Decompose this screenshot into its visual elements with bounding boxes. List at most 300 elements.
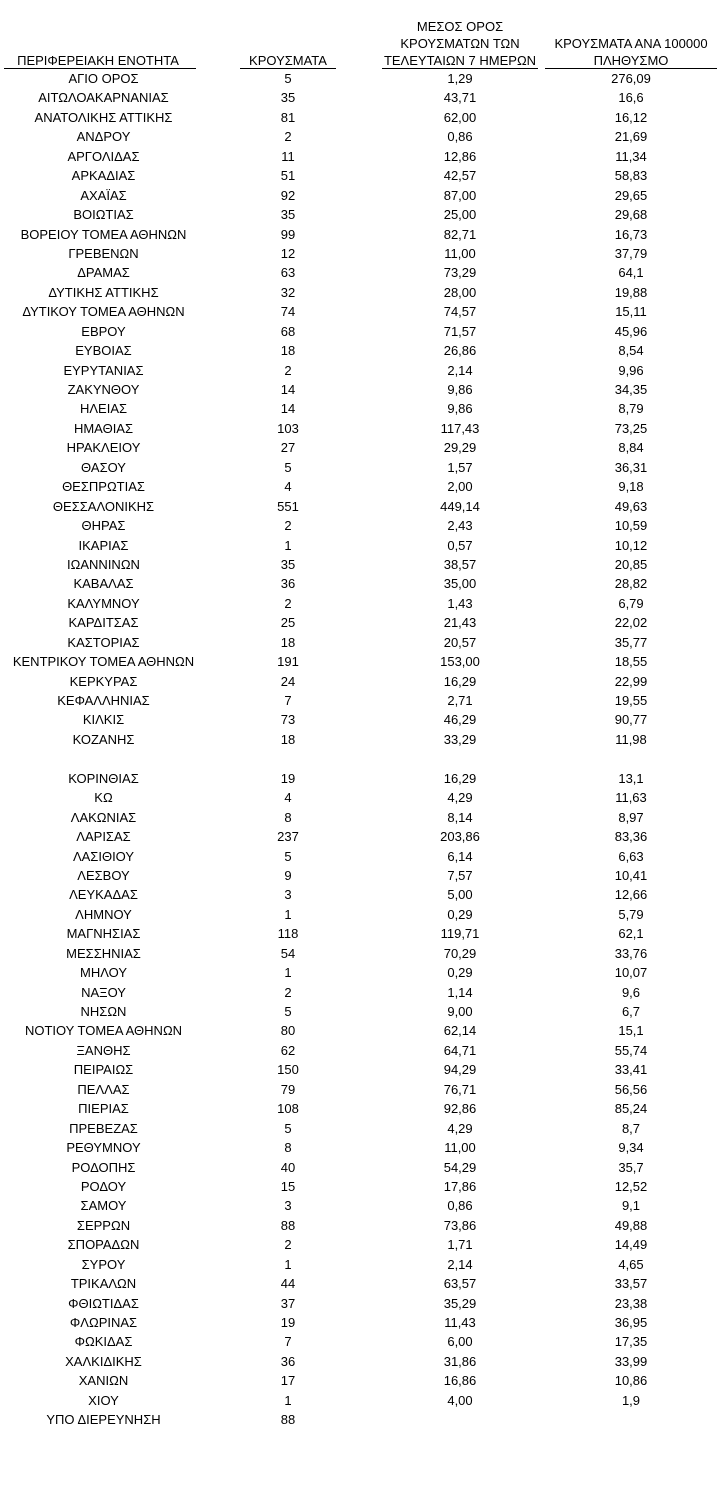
cases-cell: 18 bbox=[280, 343, 296, 359]
per100k-cell: 8,7 bbox=[621, 1120, 641, 1136]
per100k-cell: 56,56 bbox=[614, 1081, 648, 1097]
average-cell: 2,14 bbox=[447, 362, 473, 378]
cases-cell: 8 bbox=[284, 1140, 292, 1156]
average-cell: 2,43 bbox=[447, 518, 473, 534]
per100k-cell: 8,54 bbox=[618, 343, 644, 359]
table-row bbox=[0, 963, 717, 982]
table-row bbox=[0, 983, 717, 1002]
cases-cell: 44 bbox=[280, 1276, 296, 1292]
per100k-cell: 19,88 bbox=[614, 284, 648, 300]
per100k-cell: 10,86 bbox=[614, 1373, 648, 1389]
region-cell: ΘΑΣΟΥ bbox=[81, 459, 126, 475]
average-cell: 54,29 bbox=[443, 1159, 477, 1175]
region-cell: ΝΟΤΙΟΥ ΤΟΜΕΑ ΑΘΗΝΩΝ bbox=[24, 1023, 183, 1039]
per100k-cell: 9,6 bbox=[621, 984, 641, 1000]
per100k-cell: 11,63 bbox=[615, 790, 647, 806]
average-cell: 21,43 bbox=[443, 615, 477, 631]
table-row bbox=[0, 302, 717, 321]
per100k-cell: 33,76 bbox=[614, 945, 648, 961]
region-cell: ΣΥΡΟΥ bbox=[81, 1256, 126, 1272]
average-cell: 0,86 bbox=[447, 129, 473, 145]
cases-cell: 32 bbox=[280, 284, 296, 300]
per100k-cell: 11,98 bbox=[615, 731, 647, 747]
region-cell: ΛΗΜΝΟΥ bbox=[75, 906, 132, 922]
cases-cell: 19 bbox=[280, 1315, 296, 1330]
per100k-cell: 62,1 bbox=[618, 926, 644, 942]
table-row bbox=[0, 1080, 717, 1099]
region-cell: ΝΗΣΩΝ bbox=[80, 1004, 127, 1019]
table-row bbox=[0, 283, 717, 302]
cases-cell: 2 bbox=[284, 1237, 292, 1253]
cases-cell: 2 bbox=[284, 595, 292, 611]
table-row bbox=[0, 1138, 717, 1157]
average-cell: 25,00 bbox=[443, 207, 477, 223]
region-cell: ΣΠΟΡΑΔΩΝ bbox=[67, 1237, 140, 1253]
per100k-cell: 35,7 bbox=[618, 1159, 644, 1175]
cases-cell: 1 bbox=[284, 965, 292, 981]
region-cell: ΑΓΙΟ ΟΡΟΣ bbox=[68, 71, 139, 86]
region-cell: ΜΕΣΣΗΝΙΑΣ bbox=[66, 945, 141, 961]
region-cell: ΣΕΡΡΩΝ bbox=[76, 1217, 131, 1233]
table-row bbox=[0, 1002, 717, 1021]
per100k-cell: 14,49 bbox=[614, 1237, 648, 1253]
average-cell: 0,29 bbox=[447, 906, 473, 922]
region-cell: ΣΑΜΟΥ bbox=[80, 1198, 127, 1214]
per100k-cell: 37,79 bbox=[614, 245, 648, 261]
per100k-column-header bbox=[545, 35, 717, 69]
cases-cell: 40 bbox=[280, 1159, 296, 1175]
per100k-cell: 11,34 bbox=[615, 148, 647, 164]
per100k-cell: 28,82 bbox=[614, 576, 648, 592]
region-cell: ΚΟΡΙΝΘΙΑΣ bbox=[68, 770, 139, 786]
region-cell: ΝΑΞΟΥ bbox=[81, 984, 126, 1000]
per100k-cell: 17,35 bbox=[614, 1334, 648, 1350]
cases-cell: 551 bbox=[277, 498, 299, 514]
average-cell: 1,43 bbox=[447, 595, 473, 611]
average-cell: 92,86 bbox=[443, 1101, 477, 1117]
region-cell: ΞΑΝΘΗΣ bbox=[76, 1042, 131, 1058]
cases-cell: 2 bbox=[284, 518, 292, 534]
table-row bbox=[0, 885, 717, 904]
table-row bbox=[0, 613, 717, 632]
average-cell: 17,86 bbox=[443, 1178, 477, 1194]
table-row bbox=[0, 1313, 717, 1332]
cases-cell: 80 bbox=[280, 1023, 296, 1039]
table-row bbox=[0, 147, 717, 166]
region-cell: ΙΚΑΡΙΑΣ bbox=[78, 537, 129, 553]
table-row bbox=[0, 730, 717, 749]
table-row bbox=[0, 847, 717, 866]
table-row bbox=[0, 419, 717, 438]
per100k-cell: 12,66 bbox=[614, 887, 648, 903]
region-cell: ΔΡΑΜΑΣ bbox=[77, 265, 130, 281]
average-cell: 153,00 bbox=[440, 654, 480, 670]
cases-cell: 14 bbox=[280, 401, 296, 417]
per100k-cell: 15,1 bbox=[618, 1023, 644, 1039]
table-row bbox=[0, 88, 717, 107]
region-cell: ΚΑΡΔΙΤΣΑΣ bbox=[68, 615, 139, 631]
per100k-cell: 49,63 bbox=[614, 498, 648, 514]
cases-cell: 1 bbox=[284, 906, 292, 922]
region-cell: ΘΕΣΠΡΩΤΙΑΣ bbox=[62, 479, 145, 495]
cases-column-header: ΚΡΟΥΣΜΑΤΑ bbox=[249, 53, 327, 68]
cases-cell: 11 bbox=[281, 148, 295, 164]
per100k-cell: 276,09 bbox=[611, 71, 651, 86]
per100k-header-line-2: ΠΛΗΘΥΣΜΟ bbox=[593, 53, 669, 68]
average-cell: 76,71 bbox=[443, 1081, 477, 1097]
region-cell: ΚΑΒΑΛΑΣ bbox=[73, 576, 134, 592]
per100k-cell: 6,79 bbox=[618, 595, 644, 611]
per100k-cell: 10,59 bbox=[614, 518, 648, 534]
region-cell: ΕΒΡΟΥ bbox=[81, 323, 126, 339]
cases-cell: 36 bbox=[280, 1353, 296, 1369]
cases-cell: 5 bbox=[284, 71, 292, 86]
per100k-cell: 45,96 bbox=[614, 323, 648, 339]
average-cell: 117,43 bbox=[440, 420, 480, 436]
region-cell: ΚΕΝΤΡΙΚΟΥ ΤΟΜΕΑ ΑΘΗΝΩΝ bbox=[12, 654, 195, 670]
table-row bbox=[0, 536, 717, 555]
per100k-cell: 16,12 bbox=[614, 109, 648, 125]
average-cell: 73,29 bbox=[443, 265, 477, 281]
cases-cell: 5 bbox=[284, 1120, 292, 1136]
table-row bbox=[0, 866, 717, 885]
region-cell: ΠΕΙΡΑΙΩΣ bbox=[73, 1062, 134, 1078]
per100k-cell: 12,52 bbox=[614, 1178, 648, 1194]
average-cell: 4,29 bbox=[447, 790, 473, 806]
per100k-cell: 10,07 bbox=[614, 965, 648, 981]
per100k-cell: 58,83 bbox=[614, 168, 648, 184]
average-cell: 1,14 bbox=[447, 984, 473, 1000]
average-cell: 16,29 bbox=[443, 673, 477, 689]
average-cell: 119,71 bbox=[440, 926, 480, 942]
region-cell: ΑΡΚΑΔΙΑΣ bbox=[71, 168, 136, 184]
region-cell: ΚΟΖΑΝΗΣ bbox=[72, 731, 135, 747]
average-cell: 0,29 bbox=[447, 965, 473, 981]
per100k-cell: 33,57 bbox=[614, 1276, 648, 1292]
table-row bbox=[0, 1177, 717, 1196]
cases-cell: 37 bbox=[280, 1295, 296, 1311]
table-row bbox=[0, 127, 717, 146]
per100k-cell: 16,6 bbox=[618, 90, 644, 106]
per100k-cell: 6,63 bbox=[618, 848, 644, 864]
cases-cell: 99 bbox=[280, 226, 296, 242]
cases-cell: 12 bbox=[280, 245, 296, 261]
cases-cell: 88 bbox=[280, 1412, 296, 1428]
region-cell: ΦΩΚΙΔΑΣ bbox=[74, 1334, 133, 1350]
per100k-cell: 5,79 bbox=[618, 906, 644, 922]
table-row bbox=[0, 1021, 717, 1040]
average-cell: 5,00 bbox=[447, 887, 473, 903]
average-header-line-2: ΚΡΟΥΣΜΑΤΩΝ ΤΩΝ bbox=[400, 36, 520, 51]
region-cell: ΜΑΓΝΗΣΙΑΣ bbox=[66, 926, 141, 942]
average-cell: 6,00 bbox=[447, 1334, 473, 1350]
region-cell: ΒΟΡΕΙΟΥ ΤΟΜΕΑ ΑΘΗΝΩΝ bbox=[20, 226, 187, 242]
region-cell: ΘΗΡΑΣ bbox=[81, 518, 126, 534]
cases-cell: 36 bbox=[280, 576, 296, 592]
table-row bbox=[0, 1119, 717, 1138]
region-cell: ΦΛΩΡΙΝΑΣ bbox=[69, 1315, 138, 1330]
table-row bbox=[0, 438, 717, 457]
region-cell: ΛΕΥΚΑΔΑΣ bbox=[69, 887, 138, 903]
per100k-cell: 22,99 bbox=[614, 673, 648, 689]
cases-cell: 103 bbox=[277, 420, 299, 436]
table-row bbox=[0, 399, 717, 418]
cases-cell: 5 bbox=[284, 848, 292, 864]
average-cell: 7,57 bbox=[447, 867, 473, 883]
cases-cell: 108 bbox=[277, 1101, 299, 1117]
cases-cell: 2 bbox=[284, 129, 292, 145]
average-cell: 0,57 bbox=[447, 537, 473, 553]
region-cell: ΖΑΚΥΝΘΟΥ bbox=[67, 382, 140, 397]
cases-cell: 24 bbox=[280, 673, 296, 689]
table-row bbox=[0, 808, 717, 827]
average-cell: 9,86 bbox=[447, 401, 473, 417]
cases-cell: 237 bbox=[277, 829, 299, 845]
per100k-cell: 36,95 bbox=[614, 1315, 648, 1330]
table-row bbox=[0, 497, 717, 516]
cases-cell: 191 bbox=[277, 654, 299, 670]
table-row bbox=[0, 225, 717, 244]
average-cell: 16,29 bbox=[443, 770, 477, 786]
cases-cell: 51 bbox=[280, 168, 296, 184]
per100k-cell: 23,38 bbox=[614, 1295, 648, 1311]
per100k-cell: 55,74 bbox=[614, 1042, 648, 1058]
region-cell: ΛΑΚΩΝΙΑΣ bbox=[70, 809, 137, 825]
table-row bbox=[0, 516, 717, 535]
region-cell: ΛΑΣΙΘΙΟΥ bbox=[72, 848, 135, 864]
table-row bbox=[0, 944, 717, 963]
cases-cell: 35 bbox=[280, 207, 296, 223]
table-row bbox=[0, 1235, 717, 1254]
average-cell: 87,00 bbox=[443, 187, 477, 203]
region-cell: ΑΙΤΩΛΟΑΚΑΡΝΑΝΙΑΣ bbox=[38, 90, 169, 106]
per100k-cell: 35,77 bbox=[614, 634, 648, 650]
cases-cell: 4 bbox=[284, 479, 292, 495]
per100k-cell: 20,85 bbox=[614, 556, 648, 572]
table-row bbox=[0, 1352, 717, 1371]
per100k-cell: 13,1 bbox=[618, 770, 644, 786]
region-cell: ΚΕΦΑΛΛΗΝΙΑΣ bbox=[57, 693, 150, 708]
average-cell: 42,57 bbox=[443, 168, 477, 184]
average-column-header bbox=[382, 18, 538, 69]
cases-cell: 150 bbox=[277, 1062, 299, 1078]
region-cell: ΗΛΕΙΑΣ bbox=[79, 401, 128, 417]
region-cell: ΠΙΕΡΙΑΣ bbox=[78, 1101, 129, 1117]
cases-cell: 118 bbox=[277, 926, 299, 942]
cases-cell: 7 bbox=[284, 693, 292, 708]
table-header bbox=[0, 0, 717, 70]
average-cell: 1,29 bbox=[447, 71, 473, 86]
table-row bbox=[0, 788, 717, 807]
region-cell: ΗΡΑΚΛΕΙΟΥ bbox=[66, 440, 141, 456]
cases-cell: 79 bbox=[280, 1081, 296, 1097]
average-cell: 20,57 bbox=[443, 634, 477, 650]
average-cell: 449,14 bbox=[440, 498, 480, 514]
cases-cell: 25 bbox=[280, 615, 296, 631]
region-cell: ΡΟΔΟΥ bbox=[80, 1178, 127, 1194]
average-cell: 46,29 bbox=[443, 712, 477, 728]
table-row bbox=[0, 361, 717, 380]
table-row bbox=[0, 1332, 717, 1351]
region-cell: ΑΝΔΡΟΥ bbox=[76, 129, 131, 145]
region-cell: ΧΑΛΚΙΔΙΚΗΣ bbox=[65, 1353, 142, 1369]
average-header-line-3: ΤΕΛΕΥΤΑΙΩΝ 7 ΗΜΕΡΩΝ bbox=[383, 53, 537, 68]
cases-cell: 54 bbox=[280, 945, 296, 961]
average-cell: 12,86 bbox=[443, 148, 477, 164]
per100k-header-line-1: ΚΡΟΥΣΜΑΤΑ ΑΝΑ 100000 bbox=[554, 36, 708, 51]
table-row bbox=[0, 477, 717, 496]
per100k-cell: 15,11 bbox=[615, 304, 647, 320]
average-cell: 9,00 bbox=[447, 1004, 473, 1019]
average-cell: 0,86 bbox=[447, 1198, 473, 1214]
cases-cell: 7 bbox=[284, 1334, 292, 1350]
table-row bbox=[0, 594, 717, 613]
table-row bbox=[0, 1255, 717, 1274]
table-row bbox=[0, 1060, 717, 1079]
average-cell: 70,29 bbox=[443, 945, 477, 961]
table-row bbox=[0, 1196, 717, 1215]
region-cell: ΡΟΔΟΠΗΣ bbox=[71, 1159, 136, 1175]
average-cell: 35,29 bbox=[443, 1295, 477, 1311]
region-cell: ΠΕΛΛΑΣ bbox=[77, 1081, 130, 1097]
table-row bbox=[0, 341, 717, 360]
average-cell: 31,86 bbox=[443, 1353, 477, 1369]
average-cell: 62,14 bbox=[443, 1023, 477, 1039]
table-row bbox=[0, 574, 717, 593]
per100k-cell: 19,55 bbox=[614, 693, 648, 708]
cases-cell: 35 bbox=[280, 556, 296, 572]
per100k-cell: 85,24 bbox=[614, 1101, 648, 1117]
cases-cell: 1 bbox=[284, 1256, 292, 1272]
table-row bbox=[0, 633, 717, 652]
per100k-cell: 83,36 bbox=[614, 829, 648, 845]
region-cell: ΜΗΛΟΥ bbox=[80, 965, 127, 981]
cases-cell: 14 bbox=[280, 382, 296, 397]
region-column-header: ΠΕΡΙΦΕΡΕΙΑΚΗ ΕΝΟΤΗΤΑ bbox=[17, 53, 179, 68]
average-cell: 2,14 bbox=[447, 1256, 473, 1272]
per100k-cell: 29,68 bbox=[614, 207, 648, 223]
table-row bbox=[0, 1041, 717, 1060]
average-cell: 64,71 bbox=[443, 1042, 477, 1058]
per100k-cell: 33,41 bbox=[614, 1062, 648, 1078]
table-row bbox=[0, 1410, 717, 1429]
region-cell: ΕΥΒΟΙΑΣ bbox=[75, 343, 132, 359]
average-cell: 71,57 bbox=[443, 323, 477, 339]
region-cell: ΦΘΙΩΤΙΔΑΣ bbox=[68, 1295, 139, 1311]
average-cell: 28,00 bbox=[443, 284, 477, 300]
region-cell: ΤΡΙΚΑΛΩΝ bbox=[70, 1276, 137, 1292]
region-cell: ΧΑΝΙΩΝ bbox=[78, 1373, 129, 1389]
average-cell: 26,86 bbox=[443, 343, 477, 359]
average-cell: 203,86 bbox=[440, 829, 480, 845]
cases-cell: 92 bbox=[280, 187, 296, 203]
region-cell: ΑΧΑΪΑΣ bbox=[80, 187, 127, 203]
cases-cell: 8 bbox=[284, 809, 292, 825]
per100k-cell: 9,96 bbox=[618, 362, 644, 378]
average-cell: 29,29 bbox=[443, 440, 477, 456]
per100k-cell: 1,9 bbox=[621, 1392, 641, 1408]
table-row bbox=[0, 263, 717, 282]
table-row bbox=[0, 555, 717, 574]
average-cell: 4,00 bbox=[447, 1392, 473, 1408]
average-cell: 35,00 bbox=[443, 576, 477, 592]
cases-cell: 4 bbox=[284, 790, 292, 806]
average-cell: 1,71 bbox=[447, 1237, 473, 1253]
region-cell: ΡΕΘΥΜΝΟΥ bbox=[66, 1140, 141, 1156]
average-header-line-1: ΜΕΣΟΣ ΟΡΟΣ bbox=[416, 19, 504, 34]
per100k-cell: 8,97 bbox=[618, 809, 644, 825]
cases-cell: 27 bbox=[280, 440, 296, 456]
region-cell: ΚΕΡΚΥΡΑΣ bbox=[69, 673, 138, 689]
region-cell: ΥΠΟ ΔΙΕΡΕΥΝΗΣΗ bbox=[46, 1412, 161, 1428]
per100k-cell: 22,02 bbox=[614, 615, 648, 631]
average-cell: 62,00 bbox=[443, 109, 477, 125]
average-cell: 82,71 bbox=[443, 226, 477, 242]
region-cell: ΓΡΕΒΕΝΩΝ bbox=[68, 245, 139, 261]
table-row bbox=[0, 186, 717, 205]
cases-cell: 81 bbox=[280, 109, 296, 125]
cases-cell: 68 bbox=[280, 323, 296, 339]
per100k-cell: 9,34 bbox=[618, 1140, 644, 1156]
per100k-cell: 9,18 bbox=[618, 479, 644, 495]
per100k-cell: 21,69 bbox=[614, 129, 648, 145]
average-cell: 74,57 bbox=[443, 304, 477, 320]
table-row bbox=[0, 672, 717, 691]
per100k-cell: 33,99 bbox=[614, 1353, 648, 1369]
table-row bbox=[0, 380, 717, 399]
per100k-cell: 49,88 bbox=[614, 1217, 648, 1233]
cases-cell: 3 bbox=[284, 1198, 292, 1214]
table-row bbox=[0, 652, 717, 671]
table-row bbox=[0, 458, 717, 477]
cases-cell: 63 bbox=[280, 265, 296, 281]
cases-cell: 1 bbox=[284, 537, 292, 553]
table-row bbox=[0, 905, 717, 924]
table-row bbox=[0, 322, 717, 341]
region-cell: ΛΕΣΒΟΥ bbox=[77, 867, 130, 883]
average-cell: 4,29 bbox=[447, 1120, 473, 1136]
per100k-cell: 8,79 bbox=[618, 401, 644, 417]
region-cell: ΘΕΣΣΑΛΟΝΙΚΗΣ bbox=[52, 498, 155, 514]
cases-cell: 88 bbox=[280, 1217, 296, 1233]
table-row bbox=[0, 1294, 717, 1313]
region-cell: ΚΙΛΚΙΣ bbox=[82, 712, 125, 728]
cases-cell: 2 bbox=[284, 984, 292, 1000]
table-row bbox=[0, 1391, 717, 1410]
average-cell: 94,29 bbox=[443, 1062, 477, 1078]
average-cell: 6,14 bbox=[447, 848, 473, 864]
table-body bbox=[0, 69, 717, 1430]
region-cell: ΙΩΑΝΝΙΝΩΝ bbox=[67, 556, 140, 572]
average-cell: 33,29 bbox=[443, 731, 477, 747]
region-cell: ΔΥΤΙΚΟΥ ΤΟΜΕΑ ΑΘΗΝΩΝ bbox=[22, 304, 185, 320]
table-row bbox=[0, 244, 717, 263]
per100k-cell: 10,12 bbox=[614, 537, 648, 553]
table-row bbox=[0, 1158, 717, 1177]
table-row bbox=[0, 827, 717, 846]
cases-cell: 74 bbox=[280, 304, 296, 320]
region-cell: ΒΟΙΩΤΙΑΣ bbox=[73, 207, 134, 223]
per100k-cell: 10,41 bbox=[614, 867, 648, 883]
per100k-cell: 16,73 bbox=[614, 226, 648, 242]
average-cell: 16,86 bbox=[443, 1373, 477, 1389]
cases-cell: 5 bbox=[284, 459, 292, 475]
table-row bbox=[0, 1274, 717, 1293]
cases-cell: 1 bbox=[284, 1392, 292, 1408]
average-cell: 2,71 bbox=[447, 693, 473, 708]
region-cell: ΚΩ bbox=[94, 790, 113, 806]
average-cell: 43,71 bbox=[443, 90, 477, 106]
